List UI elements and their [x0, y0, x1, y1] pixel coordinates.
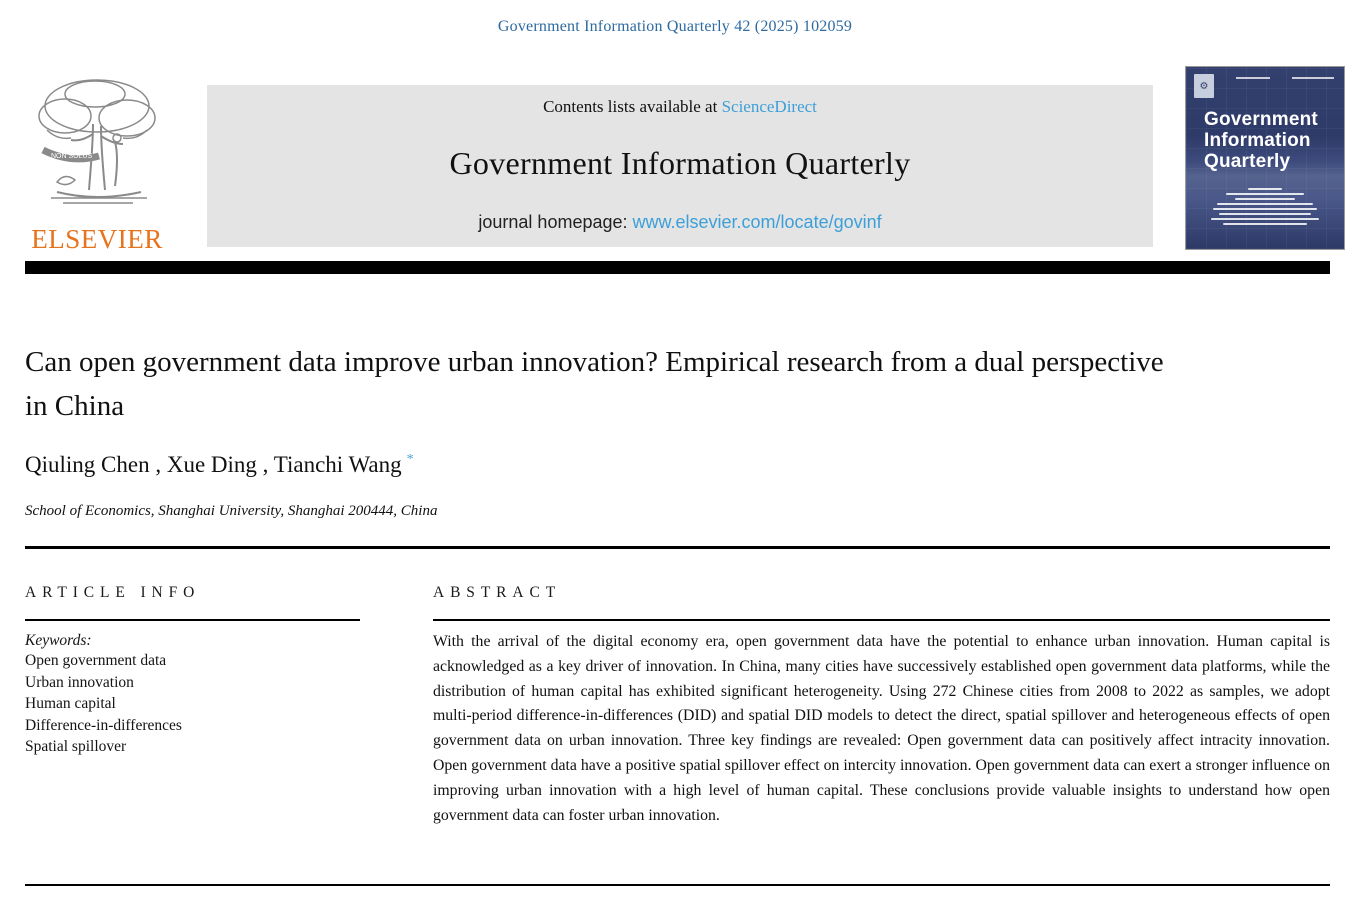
non-solus-ribbon	[43, 150, 99, 160]
cover-title-line2: Information	[1204, 130, 1311, 151]
head-section-rule	[25, 546, 1330, 549]
cover-publisher-mark-icon: ⚙	[1194, 74, 1214, 98]
journal-title: Government Information Quarterly	[449, 145, 911, 181]
keyword-item: Human capital	[25, 695, 116, 712]
article-info-column	[25, 584, 360, 758]
running-head-citation: Government Information Quarterly 42 (2025) 102059	[497, 18, 853, 35]
keyword-item: Difference-in-differences	[25, 716, 182, 734]
elsevier-tree-logo	[27, 72, 167, 222]
cover-editor-fineprint	[1186, 185, 1344, 228]
author-names: Qiuling Chen , Xue Ding , Tianchi Wang	[25, 452, 402, 477]
keyword-item: Urban innovation	[25, 673, 134, 691]
keywords-label: Keywords:	[25, 632, 92, 649]
header-divider-bar	[25, 261, 1330, 274]
cover-volume-fineprint	[1236, 77, 1270, 79]
journal-homepage-line	[207, 212, 1153, 233]
cover-issn-fineprint	[1292, 77, 1334, 79]
journal-homepage-link[interactable]: www.elsevier.com/locate/govinf	[632, 212, 882, 232]
affiliation: School of Economics, Shanghai University, Shanghai 200444, China	[25, 503, 438, 519]
homepage-prefix: journal homepage:	[478, 212, 633, 232]
abstract-column	[433, 584, 1330, 828]
journal-banner	[207, 85, 1153, 247]
article-info-heading: ARTICLE INFO	[25, 584, 201, 601]
contents-line	[207, 97, 1153, 117]
journal-cover-thumbnail	[1185, 66, 1345, 250]
abstract-heading: ABSTRACT	[433, 584, 562, 601]
authors-line	[25, 452, 414, 478]
corresponding-author-marker[interactable]: *	[406, 452, 414, 468]
sciencedirect-link[interactable]: ScienceDirect	[721, 97, 817, 116]
cover-title	[1204, 109, 1318, 172]
logo-motto-text: NON SOLUS	[51, 153, 93, 160]
article-title: Can open government data improve urban innovation? Empirical research from a dual perspective in China	[25, 346, 1164, 422]
keyword-item: Spatial spillover	[25, 738, 127, 755]
cover-title-line1: Government	[1204, 109, 1318, 130]
abstract-rule	[433, 619, 1330, 621]
abstract-text: With the arrival of the digital economy era, open government data have the potential to enhance urban innovation. Human capital is acknowledged as a key driver of innovation. In China, many cities have successively established open government data platforms, while the distribution of human capital has exhibited significant heterogeneity. Using 272 Chinese cities from 2008 to 2022 as samples, we adopt multi-period difference-in-differences (DID) and spatial DID models to detect the direct, spatial spillover and heterogeneous effects of open government data on urban innovation. Three key findings are revealed: Open government data can positively affect intracity innovation. Open government data have a positive spatial spillover effect on intercity innovation. Open government data can exert a stronger influence on improving urban innovation with a high level of human capital. These conclusions provide valuable insights to understand how open government data can foster urban innovation.	[433, 633, 1330, 824]
page-bottom-rule	[25, 884, 1330, 886]
cover-title-line3: Quarterly	[1204, 151, 1291, 172]
contents-line-prefix: Contents lists available at	[543, 97, 722, 116]
article-info-rule	[25, 619, 360, 621]
keyword-item: Open government data	[25, 652, 167, 669]
elsevier-wordmark: ELSEVIER	[31, 224, 163, 254]
elsevier-logo-block	[22, 72, 172, 254]
